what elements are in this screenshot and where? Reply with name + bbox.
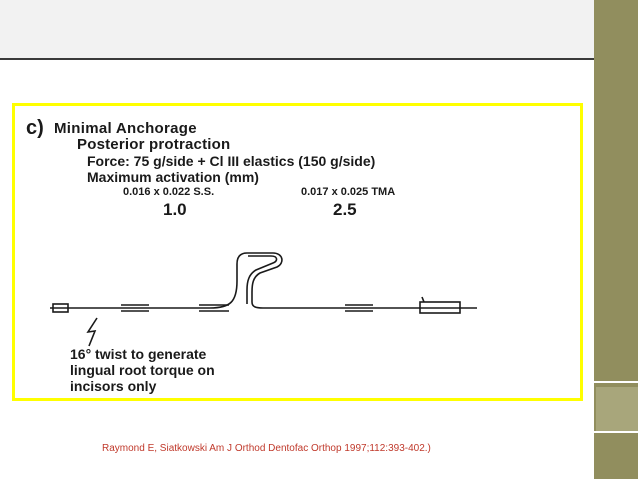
- activation-value-right: 2.5: [333, 200, 357, 219]
- archwire-drawing: [50, 253, 477, 346]
- figure-title: Minimal Anchorage: [54, 120, 197, 137]
- citation-text: Raymond E, Siatkowski Am J Orthod Dentofac Orthop 1997;112:393-402.): [102, 443, 431, 454]
- figure-line-protraction: Posterior protraction: [77, 136, 231, 153]
- archwire-main: [50, 253, 477, 308]
- figure-panel: [12, 103, 583, 401]
- figure-line-force: Force: 75 g/side + Cl III elastics (150 g/side): [87, 153, 376, 169]
- side-band-divider-top: [594, 381, 638, 383]
- slide-header-band: [0, 0, 594, 59]
- figure-line-activation: Maximum activation (mm): [87, 169, 259, 185]
- wire-spec-left: 0.016 x 0.022 S.S.: [123, 186, 215, 198]
- wire-spec-right: 0.017 x 0.025 TMA: [301, 186, 396, 198]
- side-band-highlight: [596, 387, 638, 431]
- side-band-divider-bottom: [594, 431, 638, 433]
- twist-note-line-1: 16° twist to generate: [70, 346, 207, 362]
- twist-note-line-3: incisors only: [70, 378, 157, 394]
- figure-label: c): [26, 117, 44, 139]
- header-divider: [0, 58, 594, 60]
- twist-arrow: [88, 318, 97, 346]
- activation-value-left: 1.0: [163, 200, 187, 219]
- twist-note-line-2: lingual root torque on: [70, 362, 215, 378]
